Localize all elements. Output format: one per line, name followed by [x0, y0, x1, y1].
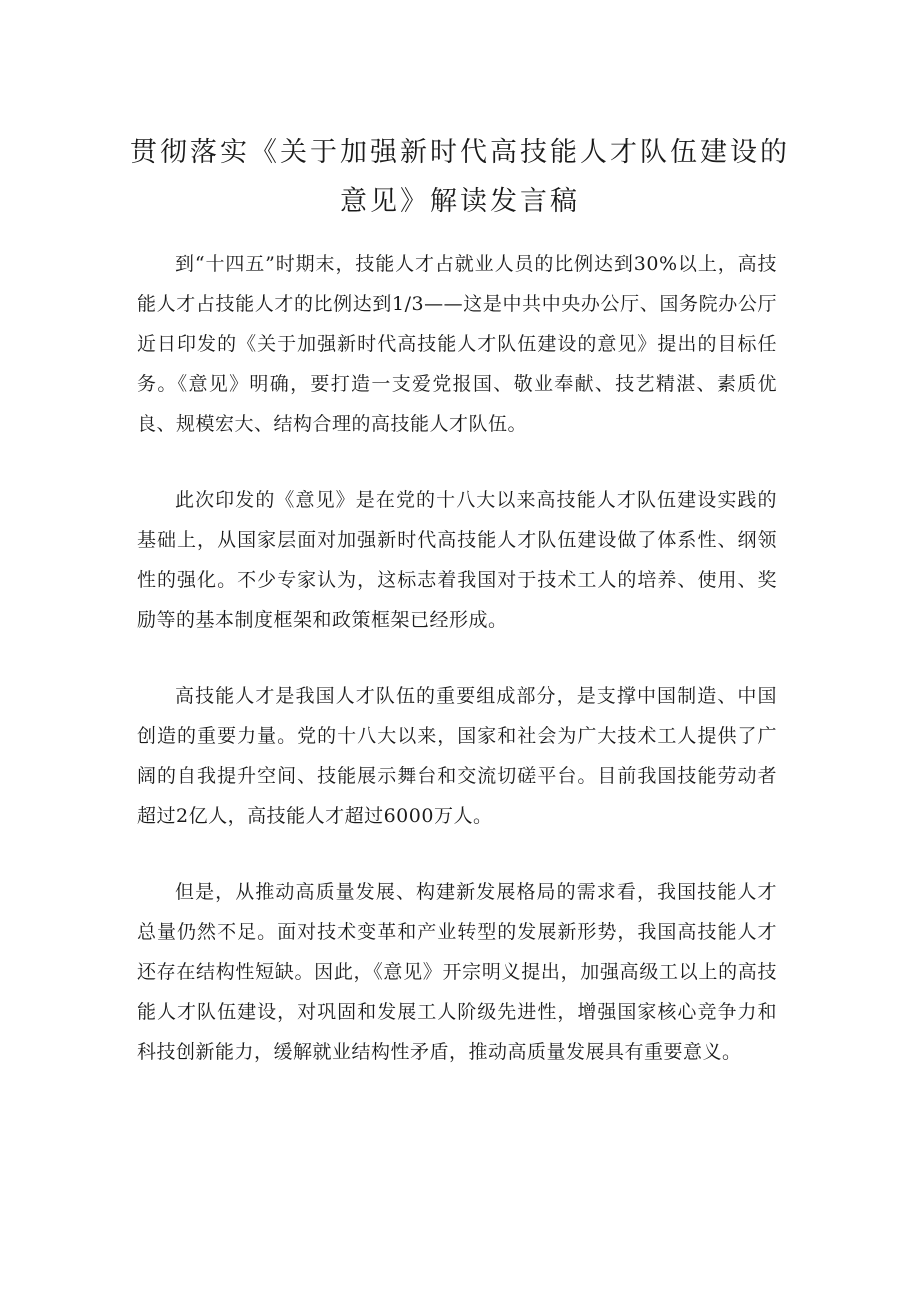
- document-body: [137, 244, 777, 1108]
- paragraph-3: 高技能人才是我国人才队伍的重要组成部分，是支撑中国制造、中国创造的重要力量。党的十八大以来，国家和社会为广大技术工人提供了广阔的自我提升空间、技能展示舞台和交流切磋平台。目前我国技能劳动者超过2亿人，高技能人才超过6000万人。: [137, 685, 777, 827]
- paragraph-2: 此次印发的《意见》是在党的十八大以来高技能人才队伍建设实践的基础上，从国家层面对加强新时代高技能人才队伍建设做了体系性、纲领性的强化。不少专家认为，这标志着我国对于技术工人的培养、使用、奖励等的基本制度框架和政策框架已经形成。: [137, 489, 777, 631]
- document-title: [110, 128, 810, 226]
- paragraph-4: 但是，从推动高质量发展、构建新发展格局的需求看，我国技能人才总量仍然不足。面对技术变革和产业转型的发展新形势，我国高技能人才还存在结构性短缺。因此，《意见》开宗明义提出，加强高级工以上的高技能人才队伍建设，对巩固和发展工人阶级先进性，增强国家核心竞争力和科技创新能力，缓解就业结构性矛盾，推动高质量发展具有重要意义。: [137, 881, 777, 1063]
- document-title-line-1: 贯彻落实《关于加强新时代高技能人才队伍建设的: [130, 137, 790, 168]
- paragraph-1: 到“十四五”时期末，技能人才占就业人员的比例达到30%以上，高技能人才占技能人才的比例达到1/3——这是中共中央办公厅、国务院办公厅近日印发的《关于加强新时代高技能人才队伍建设的意见》提出的目标任务。《意见》明确，要打造一支爱党报国、敬业奉献、技艺精湛、素质优良、规模宏大、结构合理的高技能人才队伍。: [137, 253, 777, 435]
- document-title-line-2: 意见》解读发言稿: [340, 186, 580, 217]
